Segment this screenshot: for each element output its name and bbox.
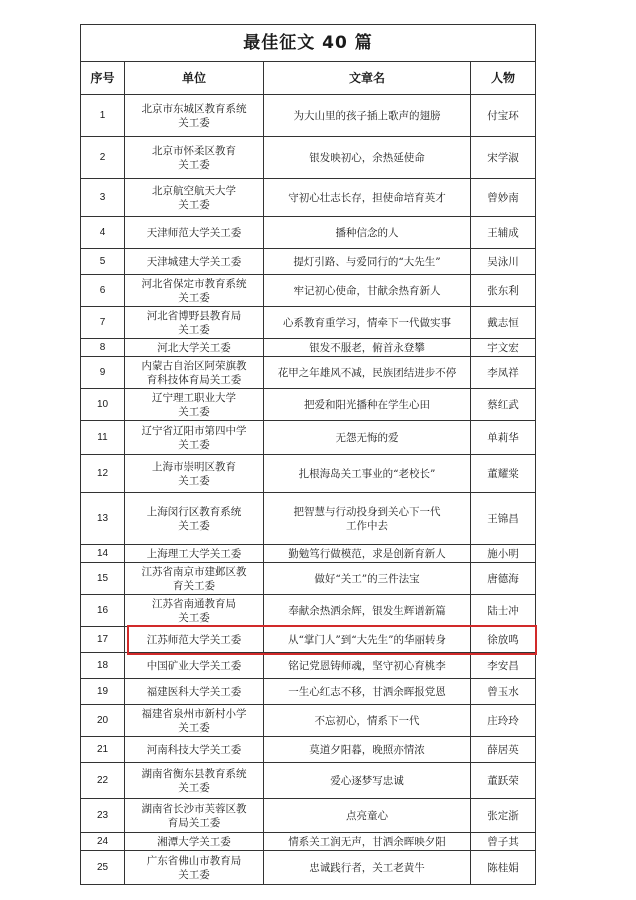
- rows.23.unit-line: 湘潭大学关工委: [157, 835, 231, 848]
- rows.12.unit-line: 上海闵行区教育系统: [146, 505, 242, 518]
- row-unit: [125, 595, 264, 627]
- row-unit: [125, 737, 264, 763]
- row-article-title: [264, 799, 471, 833]
- rows.14.title-line: 做好“关工”的三件法宝: [314, 572, 420, 585]
- row-article-title: [264, 545, 471, 563]
- row-person: 单莉华: [471, 421, 536, 455]
- rows.21.title-line: 爱心逐梦写忠诚: [330, 774, 404, 787]
- row-person: 徐放鸣: [471, 627, 536, 653]
- rows.13.title-line: 勤勉笃行做模范，求是创新育新人: [288, 547, 446, 560]
- rows.8.unit-line: 育科技体育局关工委: [146, 373, 242, 386]
- row-unit: [125, 357, 264, 389]
- row-article-title: [264, 95, 471, 137]
- table-row: [81, 137, 536, 179]
- rows.18.unit-line: 福建医科大学关工委: [146, 685, 242, 698]
- row-unit: [125, 833, 264, 851]
- row-person: 曾子其: [471, 833, 536, 851]
- rows.1.unit-line: 北京市怀柔区教育: [152, 144, 236, 157]
- rows.4.title-line: 提灯引路、与爱同行的“大先生”: [293, 255, 441, 268]
- rows.2.unit-line: 关工委: [178, 198, 210, 211]
- rows.9.unit-line: 辽宁理工职业大学: [152, 391, 236, 404]
- row-unit: [125, 137, 264, 179]
- rows.1.unit-line: 关工委: [178, 158, 210, 171]
- table-row: [81, 679, 536, 705]
- row-number: 10: [81, 389, 125, 421]
- rows.6.unit-line: 河北省博野县教育局: [146, 309, 242, 322]
- award-table: [80, 24, 536, 885]
- table-row: [81, 653, 536, 679]
- table-row: [81, 851, 536, 885]
- row-number: 22: [81, 763, 125, 799]
- rows.14.unit-line: 江苏省南京市建邺区教: [141, 565, 247, 578]
- rows.0.title-line: 为大山里的孩子插上歌声的翅膀: [293, 109, 441, 122]
- rows.6.title-line: 心系教育重学习，情牵下一代做实事: [283, 316, 451, 329]
- row-person: 施小明: [471, 545, 536, 563]
- row-article-title: [264, 217, 471, 249]
- rows.11.unit-line: 关工委: [178, 474, 210, 487]
- rows.20.title-line: 莫道夕阳暮，晚照亦情浓: [309, 743, 425, 756]
- row-number: 5: [81, 249, 125, 275]
- row-unit: [125, 389, 264, 421]
- row-person: 宇文宏: [471, 339, 536, 357]
- rows.7.title-line: 银发不服老，俯首永登攀: [309, 341, 425, 354]
- table-row: [81, 493, 536, 545]
- table-row: [81, 217, 536, 249]
- rows.10.title-line: 无怨无悔的爱: [335, 431, 399, 444]
- rows.12.title-line: 把智慧与行动投身到关心下一代: [293, 505, 441, 518]
- row-number: 9: [81, 357, 125, 389]
- rows.10.unit-line: 辽宁省辽阳市第四中学: [141, 424, 247, 437]
- row-number: 7: [81, 307, 125, 339]
- rows.21.unit-line: 湖南省衡东县教育系统: [141, 767, 247, 780]
- row-article-title: [264, 833, 471, 851]
- rows.20.unit-line: 河南科技大学关工委: [146, 743, 242, 756]
- row-number: 25: [81, 851, 125, 885]
- rows.17.unit-line: 中国矿业大学关工委: [146, 659, 242, 672]
- rows.19.unit-line: 福建省泉州市新村小学: [141, 707, 247, 720]
- row-number: 8: [81, 339, 125, 357]
- row-article-title: [264, 455, 471, 493]
- row-number: 2: [81, 137, 125, 179]
- row-number: 12: [81, 455, 125, 493]
- table-row: [81, 339, 536, 357]
- table-row: [81, 833, 536, 851]
- rows.9.title-line: 把爱和阳光播种在学生心田: [304, 398, 430, 411]
- row-article-title: [264, 595, 471, 627]
- row-unit: [125, 307, 264, 339]
- row-person: 戴志恒: [471, 307, 536, 339]
- row-unit: [125, 627, 264, 653]
- row-number: 11: [81, 421, 125, 455]
- row-unit: [125, 851, 264, 885]
- table-row: [81, 799, 536, 833]
- row-article-title: [264, 137, 471, 179]
- row-unit: [125, 679, 264, 705]
- row-person: 唐德海: [471, 563, 536, 595]
- rows.14.unit-line: 育关工委: [173, 579, 215, 592]
- row-person: 付宝环: [471, 95, 536, 137]
- table-row: [81, 357, 536, 389]
- row-person: 李安昌: [471, 653, 536, 679]
- rows.15.unit-line: 关工委: [178, 611, 210, 624]
- header-unit: 单位: [125, 62, 264, 95]
- header-num: 序号: [81, 62, 125, 95]
- rows.21.unit-line: 关工委: [178, 781, 210, 794]
- table-row: [81, 705, 536, 737]
- row-article-title: [264, 249, 471, 275]
- row-unit: [125, 95, 264, 137]
- table-row: [81, 307, 536, 339]
- row-article-title: [264, 627, 471, 653]
- table-row: [81, 249, 536, 275]
- rows.5.unit-line: 河北省保定市教育系统: [141, 277, 247, 290]
- table-row: [81, 179, 536, 217]
- rows.16.unit-line: 江苏师范大学关工委: [146, 633, 242, 646]
- table-row: [81, 421, 536, 455]
- row-person: 王辅成: [471, 217, 536, 249]
- rows.22.unit-line: 育局关工委: [167, 816, 221, 829]
- rows.17.title-line: 铭记党恩铸师魂，坚守初心育桃李: [288, 659, 446, 672]
- rows.15.unit-line: 江苏省南通教育局: [152, 597, 236, 610]
- rows.0.unit-line: 北京市东城区教育系统: [141, 102, 247, 115]
- row-article-title: [264, 653, 471, 679]
- row-article-title: [264, 679, 471, 705]
- table-row: [81, 275, 536, 307]
- table-row: [81, 763, 536, 799]
- row-article-title: [264, 389, 471, 421]
- table-body: [81, 95, 536, 885]
- row-person: 吴泳川: [471, 249, 536, 275]
- row-number: 23: [81, 799, 125, 833]
- row-article-title: [264, 763, 471, 799]
- row-article-title: [264, 563, 471, 595]
- row-unit: [125, 799, 264, 833]
- table-row: [81, 455, 536, 493]
- row-article-title: [264, 737, 471, 763]
- row-person: 陆士冲: [471, 595, 536, 627]
- row-person: 庄玲玲: [471, 705, 536, 737]
- rows.5.unit-line: 关工委: [178, 291, 210, 304]
- row-unit: [125, 493, 264, 545]
- rows.4.unit-line: 天津城建大学关工委: [146, 255, 242, 268]
- row-number: 3: [81, 179, 125, 217]
- row-number: 13: [81, 493, 125, 545]
- rows.11.title-line: 扎根海岛关工事业的“老校长”: [298, 467, 436, 480]
- row-person: 李凤祥: [471, 357, 536, 389]
- rows.12.unit-line: 关工委: [178, 519, 210, 532]
- row-number: 20: [81, 705, 125, 737]
- row-person: 张东利: [471, 275, 536, 307]
- row-article-title: [264, 275, 471, 307]
- header-person: 人物: [471, 62, 536, 95]
- rows.0.unit-line: 关工委: [178, 116, 210, 129]
- header-row: [81, 62, 536, 95]
- award-list-sheet: [80, 24, 535, 885]
- header-title: 文章名: [264, 62, 471, 95]
- row-article-title: [264, 851, 471, 885]
- row-article-title: [264, 307, 471, 339]
- rows.8.unit-line: 内蒙古自治区阿荣旗教: [141, 359, 247, 372]
- row-unit: [125, 653, 264, 679]
- table-row: [81, 627, 536, 653]
- row-person: 董跃荣: [471, 763, 536, 799]
- rows.13.unit-line: 上海理工大学关工委: [146, 547, 242, 560]
- row-number: 16: [81, 595, 125, 627]
- row-person: 蔡红武: [471, 389, 536, 421]
- row-number: 14: [81, 545, 125, 563]
- row-number: 21: [81, 737, 125, 763]
- table-row: [81, 595, 536, 627]
- row-number: 15: [81, 563, 125, 595]
- rows.16.title-line: 从“掌门人”到“大先生”的华丽转身: [288, 633, 446, 646]
- row-unit: [125, 249, 264, 275]
- rows.9.unit-line: 关工委: [178, 405, 210, 418]
- row-unit: [125, 705, 264, 737]
- row-number: 17: [81, 627, 125, 653]
- row-person: 曾妙南: [471, 179, 536, 217]
- row-person: 王锦昌: [471, 493, 536, 545]
- rows.3.title-line: 播种信念的人: [335, 226, 399, 239]
- row-number: 19: [81, 679, 125, 705]
- row-article-title: [264, 493, 471, 545]
- rows.2.title-line: 守初心壮志长存，担使命培育英才: [288, 191, 446, 204]
- row-unit: [125, 563, 264, 595]
- row-person: 宋学淑: [471, 137, 536, 179]
- row-article-title: [264, 421, 471, 455]
- row-number: 6: [81, 275, 125, 307]
- row-unit: [125, 763, 264, 799]
- rows.22.unit-line: 湖南省长沙市芙蓉区教: [141, 802, 247, 815]
- row-person: 张定浙: [471, 799, 536, 833]
- row-person: 陈桂娟: [471, 851, 536, 885]
- row-unit: [125, 421, 264, 455]
- table-row: [81, 545, 536, 563]
- rows.6.unit-line: 关工委: [178, 323, 210, 336]
- row-unit: [125, 339, 264, 357]
- row-article-title: [264, 339, 471, 357]
- table-row: [81, 737, 536, 763]
- rows.18.title-line: 一生心红志不移，甘洒余晖报党恩: [288, 685, 446, 698]
- row-person: 薛居英: [471, 737, 536, 763]
- row-number: 18: [81, 653, 125, 679]
- rows.5.title-line: 牢记初心使命，甘献余热育新人: [293, 284, 441, 297]
- row-article-title: [264, 705, 471, 737]
- row-number: 1: [81, 95, 125, 137]
- table-row: [81, 389, 536, 421]
- row-unit: [125, 545, 264, 563]
- rows.10.unit-line: 关工委: [178, 438, 210, 451]
- rows.12.title-line: 工作中去: [346, 519, 388, 532]
- row-person: 董耀棠: [471, 455, 536, 493]
- rows.3.unit-line: 天津师范大学关工委: [146, 226, 242, 239]
- rows.7.unit-line: 河北大学关工委: [157, 341, 231, 354]
- table-row: [81, 95, 536, 137]
- rows.8.title-line: 花甲之年雄风不减，民族团结进步不停: [277, 366, 457, 379]
- row-article-title: [264, 179, 471, 217]
- rows.24.title-line: 忠诚践行者，关工老黄牛: [309, 861, 425, 874]
- rows.15.title-line: 奉献余热洒余辉，银发生辉谱新篇: [288, 604, 446, 617]
- rows.11.unit-line: 上海市崇明区教育: [152, 460, 236, 473]
- table-row: [81, 563, 536, 595]
- row-unit: [125, 217, 264, 249]
- row-unit: [125, 179, 264, 217]
- table-title: 最佳征文 40 篇: [81, 25, 536, 62]
- rows.22.title-line: 点亮童心: [346, 809, 388, 822]
- rows.24.unit-line: 关工委: [178, 868, 210, 881]
- rows.19.title-line: 不忘初心，情系下一代: [314, 714, 420, 727]
- row-number: 24: [81, 833, 125, 851]
- row-unit: [125, 275, 264, 307]
- rows.24.unit-line: 广东省佛山市教育局: [146, 854, 242, 867]
- rows.19.unit-line: 关工委: [178, 721, 210, 734]
- rows.23.title-line: 情系关工润无声，甘洒余晖映夕阳: [288, 835, 446, 848]
- rows.1.title-line: 银发映初心，余热延使命: [309, 151, 425, 164]
- rows.2.unit-line: 北京航空航天大学: [152, 184, 236, 197]
- row-person: 曾玉水: [471, 679, 536, 705]
- row-unit: [125, 455, 264, 493]
- row-article-title: [264, 357, 471, 389]
- row-number: 4: [81, 217, 125, 249]
